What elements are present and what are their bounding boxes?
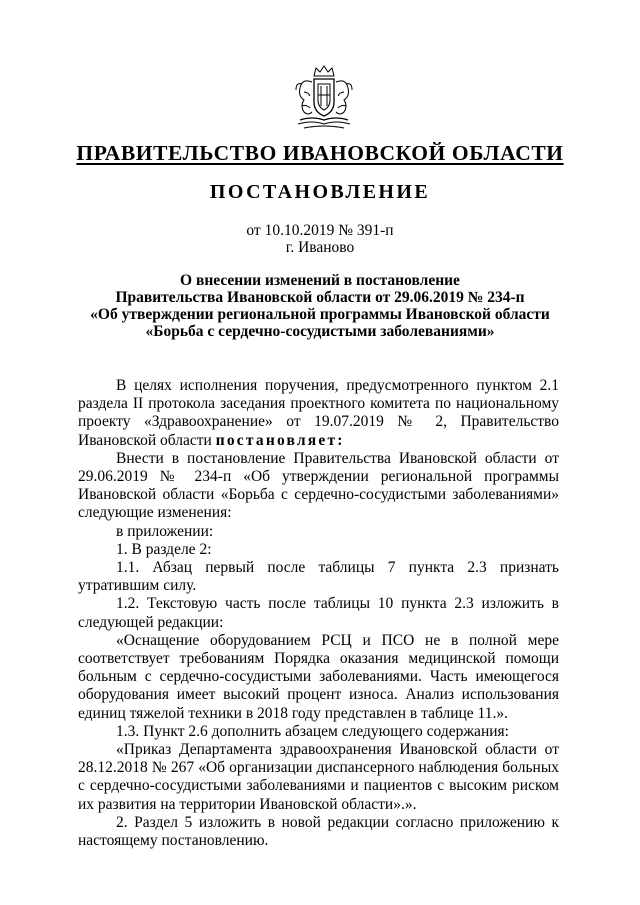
subject-line-1: О внесении изменений в постановление [180,272,460,289]
document-meta [0,222,640,256]
organization-title [0,141,640,166]
paragraph-9: «Приказ Департамента здравоохранения Ивановской области от 28.12.2018 № 267 «Об организации диспансерного наблюдения больных с сердечно-сосудистыми заболеваниями и пациентов с высоким риском их развития на территории Ивановской области».». [78,741,559,813]
paragraph-1-text: В целях исполнения поручения, предусмотренного пунктом 2.1 раздела II протокола заседания проектного комитета по национальному проекту «Здравоохранение» от 19.07.2019 № 2, Правительство Ивановской области [78,377,559,449]
organization-title-text: ПРАВИТЕЛЬСТВО ИВАНОВСКОЙ ОБЛАСТИ [76,141,564,165]
paragraph-8: 1.3. Пункт 2.6 дополнить абзацем следующего содержания: [116,722,509,740]
subject-line-4: «Борьба с сердечно-сосудистыми заболеваниями» [145,323,495,340]
document-type: ПОСТАНОВЛЕНИЕ [209,181,431,203]
paragraph-1 [78,377,559,450]
date-number: от 10.10.2019 № 391-п [246,222,394,239]
paragraph-4: 1. В разделе 2: [116,540,212,558]
coat-of-arms-icon [292,62,356,134]
resolution-keyword: постановляет: [215,431,345,449]
subject-line-2: Правительства Ивановской области от 29.06.2019 № 234-п [115,289,525,306]
paragraph-2: Внести в постановление Правительства Ивановской области от 29.06.2019 № 234-п «Об утверждении региональной программы Ивановской области «Борьба с сердечно-сосудистыми заболеваниями» следующие изменения: [78,449,559,522]
document-subject [0,272,640,340]
paragraph-6: 1.2. Текстовую часть после таблицы 10 пункта 2.3 изложить в следующей редакции: [78,595,559,631]
document-body [78,377,559,850]
paragraph-3: в приложении: [116,522,214,540]
city: г. Иваново [285,239,355,256]
paragraph-10: 2. Раздел 5 изложить в новой редакции согласно приложению к настоящему постановлению. [78,813,559,850]
paragraph-7: «Оснащение оборудованием РСЦ и ПСО не в полной мере соответствует требованиям Порядка оказания медицинской помощи больным с сердечно-сосудистыми заболеваниями. Часть имеющегося оборудования имеет высокий процент износа. Анализ использования единиц тяжелой техники в 2018 году представлен в таблице 11.». [78,631,559,722]
paragraph-5: 1.1. Абзац первый после таблицы 7 пункта 2.3 признать утратившим силу. [78,559,559,595]
subject-line-3: «Об утверждении региональной программы Ивановской области [90,306,550,323]
